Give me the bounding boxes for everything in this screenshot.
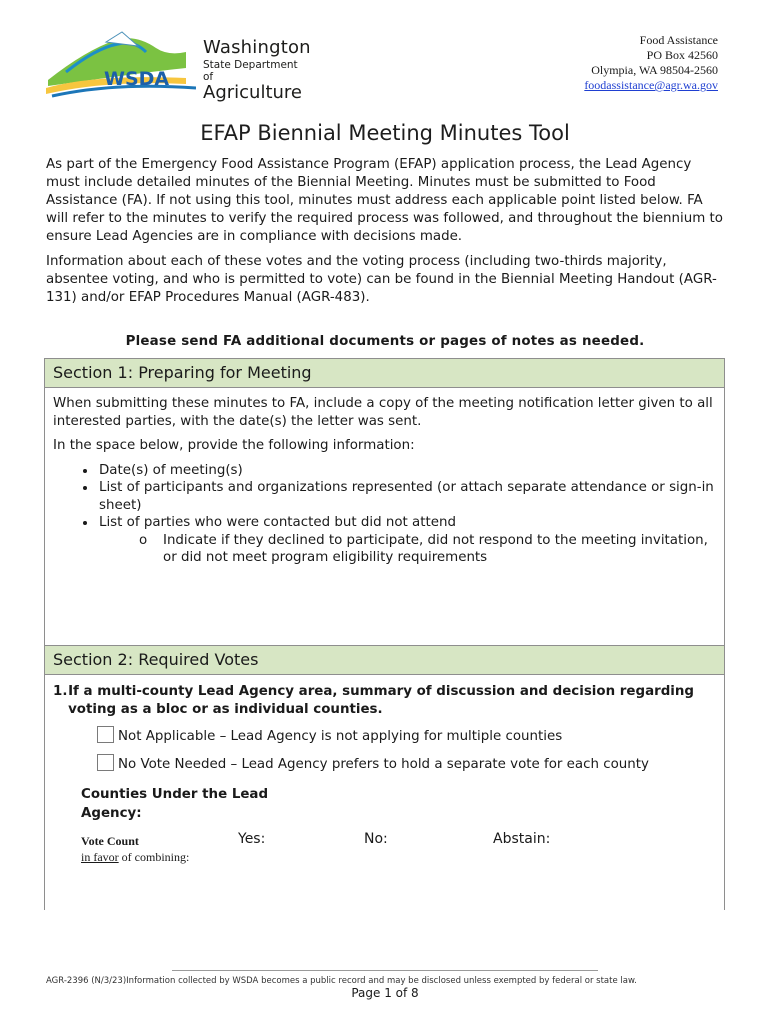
question-1-text: If a multi-county Lead Agency area, summary of discussion and decision regarding voting as a bloc or as individual counties.: [68, 684, 694, 717]
footer-divider: [172, 970, 598, 971]
contact-block: [584, 33, 718, 93]
no-vote-needed-checkbox[interactable]: [97, 754, 114, 771]
wsda-logo-graphic: [46, 28, 196, 100]
vote-of-combining: of combining:: [118, 850, 190, 864]
no-vote-needed-label: No Vote Needed – Lead Agency prefers to hold a separate vote for each county: [118, 756, 649, 772]
vote-no-label: No:: [364, 831, 388, 847]
page-number: Page 1 of 8: [351, 986, 419, 1000]
section-2-title: Section 2: Required Votes: [45, 646, 724, 675]
list-item: • Date(s) of meeting(s): [97, 462, 716, 480]
section-1-title: Section 1: Preparing for Meeting: [45, 359, 724, 388]
section-2-box: [44, 645, 725, 910]
page-title: EFAP Biennial Meeting Minutes Tool: [200, 121, 570, 145]
list-item-text: List of parties who were contacted but did not attend: [99, 515, 456, 530]
logo-line-department: State Department of: [203, 59, 298, 83]
counties-label: Counties Under the Lead Agency:: [81, 787, 269, 821]
list-item: [97, 514, 716, 567]
section-1-paragraph-2: In the space below, provide the following information:: [53, 438, 415, 453]
public-record-notice: Information collected by WSDA becomes a public record and may be disclosed unless exempted by federal or state law.: [126, 976, 637, 986]
vote-count-title: Vote Count: [81, 834, 139, 848]
vote-abstain-label: Abstain:: [493, 831, 551, 847]
sub-list-item: o Indicate if they declined to participate, did not respond to the meeting invitation, or did not meet program eligibility requirements: [147, 532, 716, 567]
list-item: • List of participants and organizations represented (or attach separate attendance or sign-in sheet): [97, 479, 716, 514]
section-1-paragraph-1: When submitting these minutes to FA, include a copy of the meeting notification letter given to all interested parties, with the date(s) the letter was sent.: [53, 396, 713, 429]
wsda-logo: [46, 28, 311, 103]
intro-paragraph-2: Information about each of these votes and the voting process (including two-thirds majority, absentee voting, and who is permitted to vote) can be found in the Biennial Meeting Handout (AGR-131) and/or EFAP Procedures Manual (AGR-483).: [46, 254, 717, 305]
contact-name: Food Assistance: [639, 33, 718, 47]
question-1-number: 1.: [53, 684, 68, 699]
section-1-bullet-list: [53, 462, 716, 567]
question-1: [53, 683, 716, 718]
vote-count-row: [53, 833, 716, 873]
checkbox-row-not-applicable: [53, 726, 716, 746]
not-applicable-checkbox[interactable]: [97, 726, 114, 743]
contact-city: Olympia, WA 98504-2560: [591, 63, 718, 77]
contact-email-link[interactable]: foodassistance@agr.wa.gov: [584, 78, 718, 92]
vote-yes-label: Yes:: [238, 831, 266, 847]
logo-line-agriculture: Agriculture: [203, 82, 302, 103]
notice-text: Please send FA additional documents or pages of notes as needed.: [125, 334, 645, 349]
checkbox-row-no-vote-needed: [53, 754, 716, 774]
logo-line-washington: Washington: [203, 37, 311, 58]
wsda-badge: WSDA: [104, 68, 170, 90]
intro: [46, 156, 726, 314]
vote-count-label: [81, 833, 189, 865]
section-1-box: [44, 358, 725, 646]
contact-po-box: PO Box 42560: [646, 48, 718, 62]
intro-paragraph-1: As part of the Emergency Food Assistance Program (EFAP) application process, the Lead Agency must include detailed minutes of the Biennial Meeting. Minutes must be submitted to Food Assistance (FA). If not using this tool, minutes must address each applicable point listed below. FA will refer to the minutes to verify the required process was followed, and throughout the biennium to ensure Lead Agencies are in compliance with decisions made.: [46, 157, 723, 244]
not-applicable-label: Not Applicable – Lead Agency is not applying for multiple counties: [118, 729, 563, 744]
section-1-sub-list: [99, 532, 716, 567]
form-id: AGR-2396 (N/3/23): [46, 976, 127, 986]
vote-in-favor: in favor: [81, 850, 119, 864]
